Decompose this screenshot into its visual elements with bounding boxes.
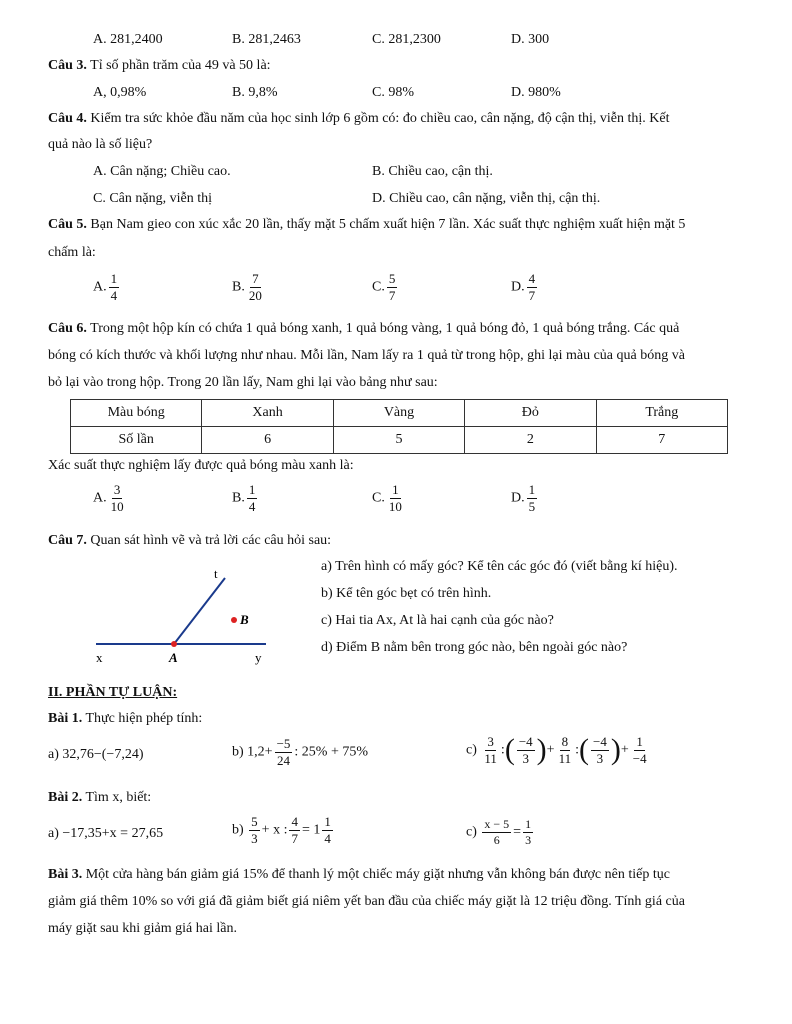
q5-option-a-prefix: A.: [93, 279, 107, 295]
point-a: [171, 641, 177, 647]
bai2-label: Bài 2.: [48, 790, 83, 805]
q6-option-b: [232, 483, 259, 513]
denominator: 7: [388, 287, 396, 303]
label-x: x: [96, 650, 103, 665]
q5-option-c: [372, 272, 399, 302]
bai1-part-c: c) $\frac{3}{11}$ :( $\frac{-4}{3}$ )+ $\frac{8}{11}$ :( $\frac{-4}{3}$ )+ $\frac{1}{-4}$: [466, 733, 647, 767]
numerator: 1: [525, 817, 532, 831]
table-cell: 2: [465, 427, 596, 454]
denominator: 4: [110, 287, 118, 303]
frequency-table: [70, 399, 728, 454]
q7-part-a: a) Trên hình có mấy góc? Kể tên các góc đó (viết bằng kí hiệu).: [321, 559, 678, 574]
q6-text-line2: bóng có kích thước và khối lượng như nhau. Mỗi lần, Nam lấy ra 1 quả từ trong hộp, ghi lại màu của quả bóng và: [48, 348, 685, 363]
bai1-part-a: a) 32,76−(−7,24): [48, 747, 144, 762]
q4-question: [48, 110, 670, 128]
fraction: [289, 815, 300, 845]
q7-part-c: c) Hai tia Ax, At là hai cạnh của góc nào?: [321, 613, 554, 628]
denominator: 3: [596, 750, 604, 766]
table-cell: Xanh: [202, 400, 333, 427]
denominator: −4: [632, 750, 647, 766]
table-cell: 5: [333, 427, 464, 454]
q5-option-d: [511, 272, 539, 302]
label-y: y: [255, 650, 262, 665]
q2-option-b: B. 281,2463: [232, 32, 301, 47]
numerator: x − 5: [484, 817, 510, 831]
bai2-part-a: a) −17,35+x = 27,65: [48, 826, 164, 841]
q3-option-c: C. 98%: [372, 85, 414, 100]
q4-label: Câu 4.: [48, 111, 87, 126]
q4-option-d: D. Chiều cao, cân nặng, viễn thị, cận thị.: [372, 191, 601, 206]
q6-question: [48, 320, 679, 338]
bai1-part-b: [232, 737, 368, 767]
fraction: [249, 815, 260, 845]
ray-at: [174, 578, 225, 644]
bai2-part-c: [466, 818, 535, 846]
part2-title: II. PHẦN TỰ LUẬN:: [48, 685, 178, 700]
q3-option-a: A, 0,98%: [93, 85, 147, 100]
q6-text-line3: bỏ lại vào trong hộp. Trong 20 lần lấy, Nam ghi lại vào bảng như sau:: [48, 375, 438, 390]
denominator: 5: [528, 498, 536, 514]
numerator: −5: [276, 736, 291, 751]
bai2-part-b: [232, 815, 335, 845]
expr-equals: =: [513, 824, 522, 840]
bai3-label: Bài 3.: [48, 867, 83, 882]
denominator: 7: [528, 287, 536, 303]
numerator: 1: [248, 482, 256, 497]
expr-suffix: : 25% + 75%: [294, 744, 369, 760]
numerator: 1: [528, 482, 536, 497]
fraction: [275, 737, 293, 767]
numerator: 3: [113, 482, 121, 497]
numerator: 1: [392, 482, 399, 497]
q5-text-line1: Bạn Nam gieo con xúc xắc 20 lần, thấy mặt 5 chấm xuất hiện 7 lần. Xác suất thực nghiệm xuất hiện mặt 5: [90, 217, 686, 232]
fraction: [517, 735, 535, 765]
expr-prefix: c): [466, 824, 477, 840]
q7-part-d: d) Điểm B nằm bên trong góc nào, bên ngoài góc nào?: [321, 640, 628, 655]
q5-question: [48, 216, 685, 234]
q5-option-d-prefix: D.: [511, 279, 525, 295]
denominator: 11: [558, 750, 572, 766]
q6-option-a-fraction: [109, 483, 126, 513]
q6-option-b-fraction: [247, 483, 258, 513]
numerator: 8: [561, 734, 569, 749]
fraction: [523, 818, 533, 846]
numerator: 1: [110, 271, 118, 286]
q4-option-b: B. Chiều cao, cận thị.: [372, 164, 493, 179]
q6-option-d-prefix: D.: [511, 490, 525, 506]
q6-label: Câu 6.: [48, 321, 87, 336]
q6-option-c-prefix: C.: [372, 490, 385, 506]
q5-label: Câu 5.: [48, 217, 87, 232]
q6-option-b-prefix: B.: [232, 490, 245, 506]
q5-option-c-fraction: [387, 272, 398, 302]
q3-label: Câu 3.: [48, 58, 87, 73]
denominator: 3: [522, 750, 529, 766]
denominator: 3: [251, 830, 258, 846]
q2-option-d: D. 300: [511, 32, 550, 47]
denominator: 24: [276, 752, 290, 768]
q3-question: [48, 57, 271, 75]
q5-option-b-fraction: [247, 272, 264, 302]
fraction: [482, 735, 499, 765]
bai1-question: [48, 710, 202, 728]
q3-option-d: D. 980%: [511, 85, 561, 100]
bai3-text-line1: Một cửa hàng bán giảm giá 15% để thanh lý một chiếc máy giặt nhưng vẫn không bán được nên tiếp tục: [85, 867, 670, 882]
q6-option-a-prefix: A.: [93, 490, 107, 506]
q6-option-d: [511, 483, 539, 513]
q5-option-a-fraction: [109, 272, 120, 302]
expr-prefix: b): [232, 822, 244, 838]
denominator: 3: [525, 832, 532, 847]
numerator: 3: [487, 734, 494, 749]
fraction: [482, 818, 511, 846]
expr-prefix: c): [466, 742, 477, 758]
expr-equals: = 1: [301, 822, 321, 838]
denominator: 7: [291, 830, 298, 846]
angle-figure: [88, 560, 288, 670]
q7-label: Câu 7.: [48, 533, 87, 548]
q4-option-a: A. Cân nặng; Chiều cao.: [93, 164, 231, 179]
q6-text-line1: Trong một hộp kín có chứa 1 quả bóng xanh, 1 quả bóng vàng, 1 quả bóng đỏ, 1 quả bóng trắng. Các quả: [90, 321, 680, 336]
bai2-text: Tìm x, biết:: [85, 790, 152, 805]
q5-option-b-prefix: B.: [232, 279, 245, 295]
q6-after-text: Xác suất thực nghiệm lấy được quả bóng màu xanh là:: [48, 458, 354, 473]
bai3-text-line2: giảm giá thêm 10% so với giá đã giảm biết giá niêm yết ban đầu của chiếc máy giặt là 12 triệu đồng. Tính giá của: [48, 894, 685, 909]
denominator: 6: [493, 832, 500, 847]
q7-question: [48, 532, 331, 550]
numerator: 5: [388, 271, 396, 286]
bai2-question: [48, 789, 151, 807]
numerator: −4: [592, 734, 607, 749]
expr-prefix: b) 1,2+: [232, 744, 273, 760]
denominator: 20: [248, 287, 262, 303]
q6-option-c: [372, 483, 406, 513]
fraction: [557, 735, 574, 765]
q5-text-line2: chấm là:: [48, 245, 96, 260]
table-header-row: [71, 400, 728, 427]
numerator: 1: [636, 734, 643, 749]
table-cell: 7: [596, 427, 727, 454]
numerator: 7: [252, 271, 259, 286]
q3-option-b: B. 9,8%: [232, 85, 278, 100]
table-cell: Số lần: [71, 427, 202, 454]
fraction: [591, 735, 609, 765]
q5-option-c-prefix: C.: [372, 279, 385, 295]
table-cell: 6: [202, 427, 333, 454]
bai3-question: [48, 866, 670, 884]
numerator: 5: [251, 814, 258, 829]
bai1-text: Thực hiện phép tính:: [85, 711, 203, 726]
table-cell: Đỏ: [465, 400, 596, 427]
table-cell: Màu bóng: [71, 400, 202, 427]
q3-text: Tỉ số phần trăm của 49 và 50 là:: [90, 58, 271, 73]
q5-option-b: [232, 272, 266, 302]
q4-text-line2: quả nào là số liệu?: [48, 137, 153, 152]
fraction: [631, 735, 649, 765]
denominator: 10: [110, 498, 124, 514]
q5-option-a: [93, 272, 121, 302]
label-t: t: [214, 566, 218, 581]
denominator: 4: [248, 498, 256, 514]
label-a: A: [169, 650, 178, 665]
point-b: [231, 617, 237, 623]
q6-option-d-fraction: [527, 483, 538, 513]
q4-text-line1: Kiểm tra sức khỏe đầu năm của học sinh lớp 6 gồm có: đo chiều cao, cân nặng, độ cận thị, viễn thị. Kết: [90, 111, 670, 126]
q5-option-d-fraction: [527, 272, 538, 302]
denominator: 4: [324, 830, 331, 846]
expr-middle: + x :: [261, 822, 288, 838]
q7-part-b: b) Kể tên góc bẹt có trên hình.: [321, 586, 492, 601]
numerator: 1: [324, 814, 331, 829]
q4-option-c: C. Cân nặng, viễn thị: [93, 191, 212, 206]
numerator: 4: [291, 814, 298, 829]
q2-option-a: A. 281,2400: [93, 32, 163, 47]
label-b: B: [240, 612, 249, 627]
bai1-label: Bài 1.: [48, 711, 83, 726]
q7-text: Quan sát hình vẽ và trả lời các câu hỏi sau:: [90, 533, 332, 548]
q6-option-c-fraction: [387, 483, 404, 513]
denominator: 11: [484, 750, 497, 766]
fraction: [322, 815, 333, 845]
table-cell: Trắng: [596, 400, 727, 427]
q2-option-c: C. 281,2300: [372, 32, 441, 47]
q6-option-a: [93, 483, 128, 513]
table-cell: Vàng: [333, 400, 464, 427]
table-row: [71, 427, 728, 454]
denominator: 10: [388, 498, 402, 514]
numerator: −4: [518, 734, 533, 749]
numerator: 4: [528, 271, 536, 286]
bai3-text-line3: máy giặt sau khi giảm giá hai lần.: [48, 921, 237, 936]
